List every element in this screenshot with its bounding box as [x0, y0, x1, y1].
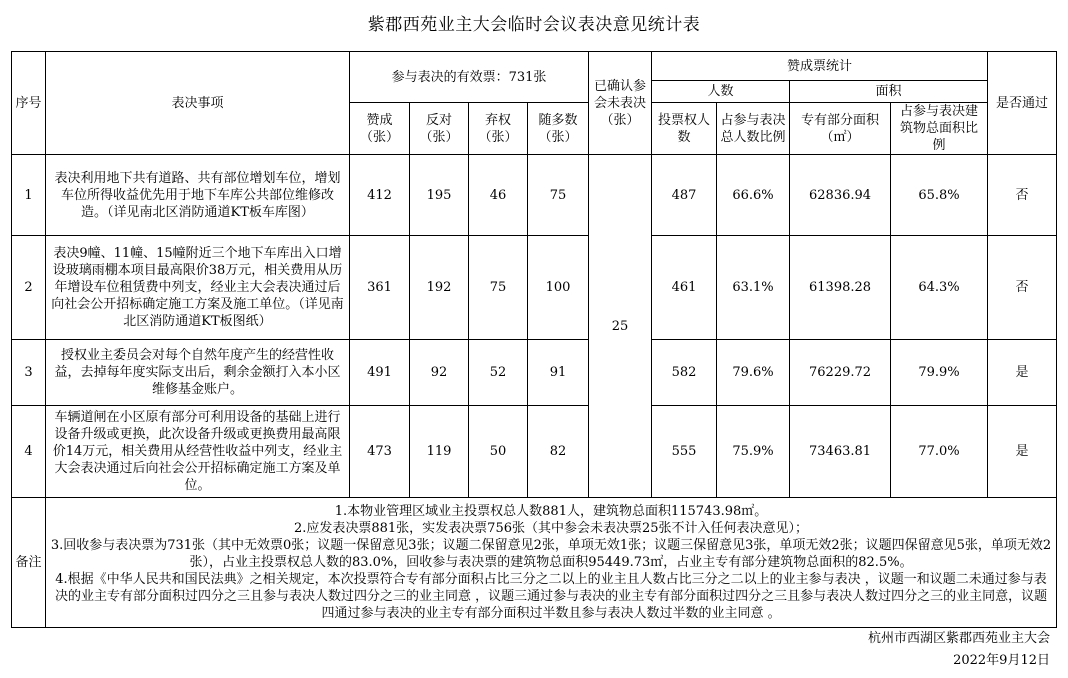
note-item: 4.根据《中华人民共和国民法典》之相关规定，本次投票符合专有部分面积占比三分之二以上的业主且人数占比三分之二以上的业主参与表决 ，议题一和议题二未通过参与表决的业主专有部分面积过四分之三且参与表决人数过四分之三的业主同意 ，议题三通过参与表决的业主专有部分面积过四分之三且参与表决人数过四分之三的业主同意，议题四通过参与表决的业主专有部分面积过半数且参与表决人数过半数的业主同意 。 — [54, 572, 1048, 621]
header-voters: 投票权人数 — [652, 103, 717, 155]
table-row — [12, 155, 1057, 236]
note-item: 2.应发表决票881张，实发表决票756张（其中参会未表决票25张不计入任何表决意见）； — [293, 521, 809, 536]
row-matter: 授权业主委员会对每个自然年度产生的经营性收益，去掉每年度实际支出后，剩余金额打入本小区维修基金账户。 — [46, 340, 350, 406]
page-title: 紫郡西苑业主大会临时会议表决意见统计表 — [367, 15, 701, 35]
row-abstain: 50 — [469, 406, 528, 498]
row-approve: 473 — [350, 406, 410, 498]
header-oppose: 反对（张） — [410, 103, 469, 155]
row-area: 73463.81 — [790, 406, 891, 498]
row-area-ratio: 64.3% — [891, 236, 988, 340]
row-voters: 487 — [652, 155, 717, 236]
row-approve: 361 — [350, 236, 410, 340]
header-approve-stats: 赞成票统计 — [652, 52, 988, 81]
note-item: 3.回收参与表决票为731张（其中无效票0张；议题一保留意见3张；议题二保留意见2张，单项无效1张；议题三保留意见3张，单项无效2张；议题四保留意见5张，单项无效2张），占业主投票权总人数的83.0%，回收参与表决票的建筑物总面积95449.73㎡，占业主专有部分建筑物总面积的82.5%。 — [50, 538, 1052, 570]
header-persons: 人数 — [652, 81, 790, 103]
header-approve: 赞成（张） — [350, 103, 410, 155]
row-abstain: 52 — [469, 340, 528, 406]
row-area-ratio: 79.9% — [891, 340, 988, 406]
footer-date: 2022年9月12日 — [953, 653, 1050, 668]
row-majority: 91 — [528, 340, 589, 406]
notes-content — [46, 498, 1057, 628]
header-person-ratio: 占参与表决总人数比例 — [717, 103, 790, 155]
row-oppose: 195 — [410, 155, 469, 236]
row-person-ratio: 66.6% — [717, 155, 790, 236]
row-area-ratio: 77.0% — [891, 406, 988, 498]
row-area-ratio: 65.8% — [891, 155, 988, 236]
row-passed: 否 — [988, 155, 1057, 236]
row-majority: 82 — [528, 406, 589, 498]
row-passed: 否 — [988, 236, 1057, 340]
header-seq: 序号 — [12, 52, 46, 155]
row-oppose: 119 — [410, 406, 469, 498]
row-passed: 是 — [988, 340, 1057, 406]
row-seq: 3 — [12, 340, 46, 406]
unconfirmed-value: 25 — [589, 155, 652, 498]
row-person-ratio: 79.6% — [717, 340, 790, 406]
row-voters: 582 — [652, 340, 717, 406]
header-majority: 随多数（张） — [528, 103, 589, 155]
row-majority: 100 — [528, 236, 589, 340]
header-area: 面积 — [790, 81, 988, 103]
header-unconfirmed: 已确认参会未表决（张） — [589, 52, 652, 155]
row-area: 76229.72 — [790, 340, 891, 406]
row-approve: 412 — [350, 155, 410, 236]
row-area: 61398.28 — [790, 236, 891, 340]
row-oppose: 192 — [410, 236, 469, 340]
header-abstain: 弃权（张） — [469, 103, 528, 155]
notes-row — [12, 498, 1057, 628]
row-abstain: 75 — [469, 236, 528, 340]
row-person-ratio: 63.1% — [717, 236, 790, 340]
note-item: 1.本物业管理区域业主投票权总人数881人，建筑物总面积115743.98㎡。 — [334, 504, 768, 519]
header-matter: 表决事项 — [46, 52, 350, 155]
row-majority: 75 — [528, 155, 589, 236]
row-voters: 555 — [652, 406, 717, 498]
footer-org: 杭州市西湖区紫郡西苑业主大会 — [867, 631, 1050, 646]
row-matter: 表决利用地下共有道路、共有部位增划车位，增划车位所得收益优先用于地下车库公共部位维修改造。（详见南北区消防通道KT板车库图） — [46, 155, 350, 236]
table-row — [12, 236, 1057, 340]
table-row — [12, 340, 1057, 406]
row-passed: 是 — [988, 406, 1057, 498]
row-oppose: 92 — [410, 340, 469, 406]
row-matter: 表决9幢、11幢、15幢附近三个地下车库出入口增设玻璃雨棚本项目最高限价38万元，相关费用从历年增设车位租赁费中列支，经业主大会表决通过后向社会公开招标确定施工方案及施工单位。（详见南北区消防通道KT板图纸） — [46, 236, 350, 340]
vote-statistics-table — [11, 51, 1057, 628]
row-person-ratio: 75.9% — [717, 406, 790, 498]
row-area: 62836.94 — [790, 155, 891, 236]
row-approve: 491 — [350, 340, 410, 406]
row-voters: 461 — [652, 236, 717, 340]
header-passed: 是否通过 — [988, 52, 1057, 155]
notes-label: 备注 — [12, 498, 46, 628]
row-seq: 4 — [12, 406, 46, 498]
row-matter: 车辆道闸在小区原有部分可利用设备的基础上进行设备升级或更换，此次设备升级或更换费用最高限价14万元，相关费用从经营性收益中列支，经业主大会表决通过后向社会公开招标确定施工方案及单位。 — [46, 406, 350, 498]
header-area-ratio: 占参与表决建筑物总面积比例 — [891, 103, 988, 155]
row-abstain: 46 — [469, 155, 528, 236]
row-seq: 2 — [12, 236, 46, 340]
row-seq: 1 — [12, 155, 46, 236]
table-row — [12, 406, 1057, 498]
header-exclusive-area: 专有部分面积（㎡） — [790, 103, 891, 155]
header-valid-votes: 参与表决的有效票：731张 — [350, 52, 589, 103]
